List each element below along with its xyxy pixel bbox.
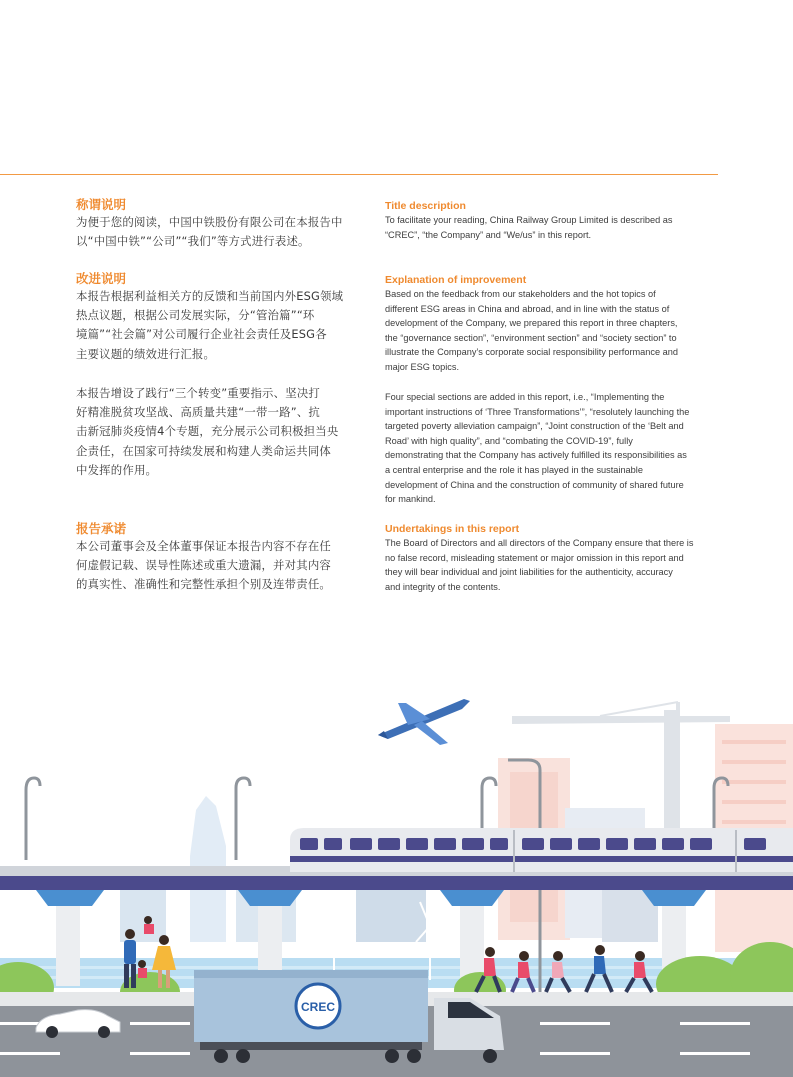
- zh-undertaking-heading: 报告承诺: [76, 521, 127, 536]
- en-improvement-line: illustrate the Company’s corporate social responsibility performance and: [385, 347, 678, 358]
- en-special-line: a central enterprise and the role it has played in the sustainable: [385, 464, 643, 475]
- en-undertaking-line: The Board of Directors and all directors of the Company ensure that there is: [385, 538, 694, 548]
- zh-undertaking-line: 本公司董事会及全体董事保证本报告内容不存在任: [76, 539, 331, 553]
- en-special-line: demonstrating that the Company has actively fulfilled its responsibilities as: [385, 450, 687, 461]
- zh-improvement-line: 热点议题，根据公司发展实际，分“管治篇”“环: [76, 308, 315, 323]
- elevated-track: [0, 876, 793, 890]
- en-title-description: [385, 199, 719, 242]
- zh-special-line: 好精准脱贫攻坚战、高质量共建“一带一路”、抗: [76, 405, 321, 420]
- zh-undertaking-line: 的真实性、准确性和完整性承担个别及连带责任。: [76, 577, 331, 592]
- zh-improvement: [76, 270, 351, 364]
- airplane-icon: [378, 699, 470, 745]
- en-improvement: [385, 273, 719, 375]
- en-undertaking-line: and integrity of the contents.: [385, 581, 501, 592]
- en-special-line: Road’ with high quality”, and “combating the COVID-19”, fully: [385, 435, 633, 446]
- en-improvement-line: development of the Company, we prepared this report in three chapters,: [385, 318, 678, 329]
- zh-undertaking-line: 何虚假记载、误导性陈述或重大遗漏，并对其内容: [76, 558, 331, 573]
- zh-title-description: [76, 196, 351, 251]
- city-railway-illustration: [0, 680, 793, 1077]
- zh-improvement-line: 境篇”“社会篇”对公司履行企业社会责任及ESG各: [76, 327, 327, 342]
- en-improvement-line: different ESG areas in China and abroad, and in line with the status of: [385, 303, 670, 314]
- en-special-line: development of China and the construction of community of shared future: [385, 479, 684, 490]
- zh-special-line: 本报告增设了践行“三个转变”重要指示、坚决打: [76, 386, 321, 400]
- zh-special-line: 击新冠肺炎疫情4个专题，充分展示公司积极担当央: [76, 424, 339, 439]
- en-special-line: for mankind.: [385, 494, 436, 505]
- zh-improvement-line: 本报告根据利益相关方的反馈和当前国内外ESG领域: [76, 289, 344, 303]
- zh-title-description-line: 为便于您的阅读，中国中铁股份有限公司在本报告中: [76, 215, 343, 229]
- en-improvement-heading: Explanation of improvement: [385, 274, 527, 286]
- en-title-description-heading: Title description: [385, 200, 466, 212]
- header-divider: [0, 174, 718, 175]
- zh-special-line: 企责任，在国家可持续发展和构建人类命运共同体: [76, 443, 331, 458]
- zh-title-description-heading: 称谓说明: [76, 197, 127, 212]
- en-improvement-line: major ESG topics.: [385, 361, 460, 372]
- zh-special-line: 中发挥的作用。: [76, 462, 158, 477]
- truck-logo-text: CREC: [300, 1000, 336, 1014]
- en-special-line: Four special sections are added in this report, i.e., “Implementing the: [385, 392, 665, 402]
- en-special-line: targeted poverty alleviation campaign”, “Joint construction of the ‘Belt and: [385, 421, 684, 432]
- zh-improvement-line: 主要议题的绩效进行汇报。: [76, 346, 216, 361]
- zh-title-description-line: 以“中国中铁”“公司”“我们”等方式进行表述。: [76, 234, 310, 249]
- high-speed-train: [290, 828, 793, 872]
- en-undertaking-line: no false record, misleading statement or major omission in this report and: [385, 552, 684, 563]
- en-special-line: important instructions of ‘Three Transformations’”, “resolutely launching the: [385, 406, 690, 417]
- zh-improvement-heading: 改进说明: [76, 271, 127, 286]
- zh-undertaking: [76, 520, 351, 595]
- en-undertaking-line: they will bear individual and joint liabilities for the authenticity, accuracy: [385, 567, 673, 578]
- en-improvement-line: Based on the feedback from our stakeholders and the hot topics of: [385, 289, 656, 299]
- en-improvement-line: the “governance section”, “environment section” and “society section” to: [385, 332, 677, 343]
- en-special-sections: [385, 390, 719, 507]
- zh-special-sections: [76, 384, 351, 480]
- en-undertaking-heading: Undertakings in this report: [385, 523, 520, 535]
- en-title-description-line: “CREC”, “the Company” and “We/us” in this report.: [385, 229, 592, 240]
- en-undertaking: [385, 522, 719, 594]
- en-title-description-line: To facilitate your reading, China Railway Group Limited is described as: [385, 215, 673, 225]
